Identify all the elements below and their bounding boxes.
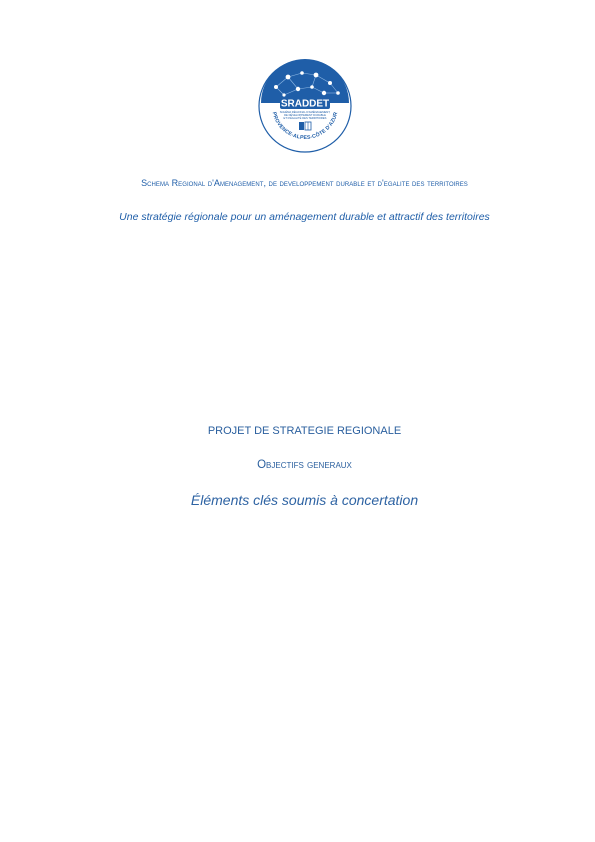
logo-region: PROVENCE-ALPES-CÔTE D'AZUR — [270, 111, 340, 142]
projet-heading: PROJET DE STRATEGIE REGIONALE — [207, 425, 402, 437]
logo-name: SRADDET — [280, 98, 330, 110]
objectifs-heading: Objectifs generaux — [257, 459, 352, 471]
elements-heading: Éléments clés soumis à concertation — [190, 492, 419, 508]
schema-title: Schema Regional d'Amenagement, de developpement durable et d'egalite des territoires — [141, 178, 468, 188]
sraddet-seal-icon — [258, 59, 352, 153]
logo-subtitle-line-3: ET D'ÉGALITÉ DES TERRITOIRES — [283, 117, 327, 120]
logo-subtitle-line-2: DE DÉVELOPPEMENT DURABLE — [284, 114, 326, 117]
logo-subtitle-line-1: SCHÉMA RÉGIONAL D'AMÉNAGEMENT, — [279, 111, 331, 114]
sraddet-logo — [258, 59, 352, 153]
tagline: Une stratégie régionale pour un aménagement durable et attractif des territoires — [119, 211, 490, 223]
